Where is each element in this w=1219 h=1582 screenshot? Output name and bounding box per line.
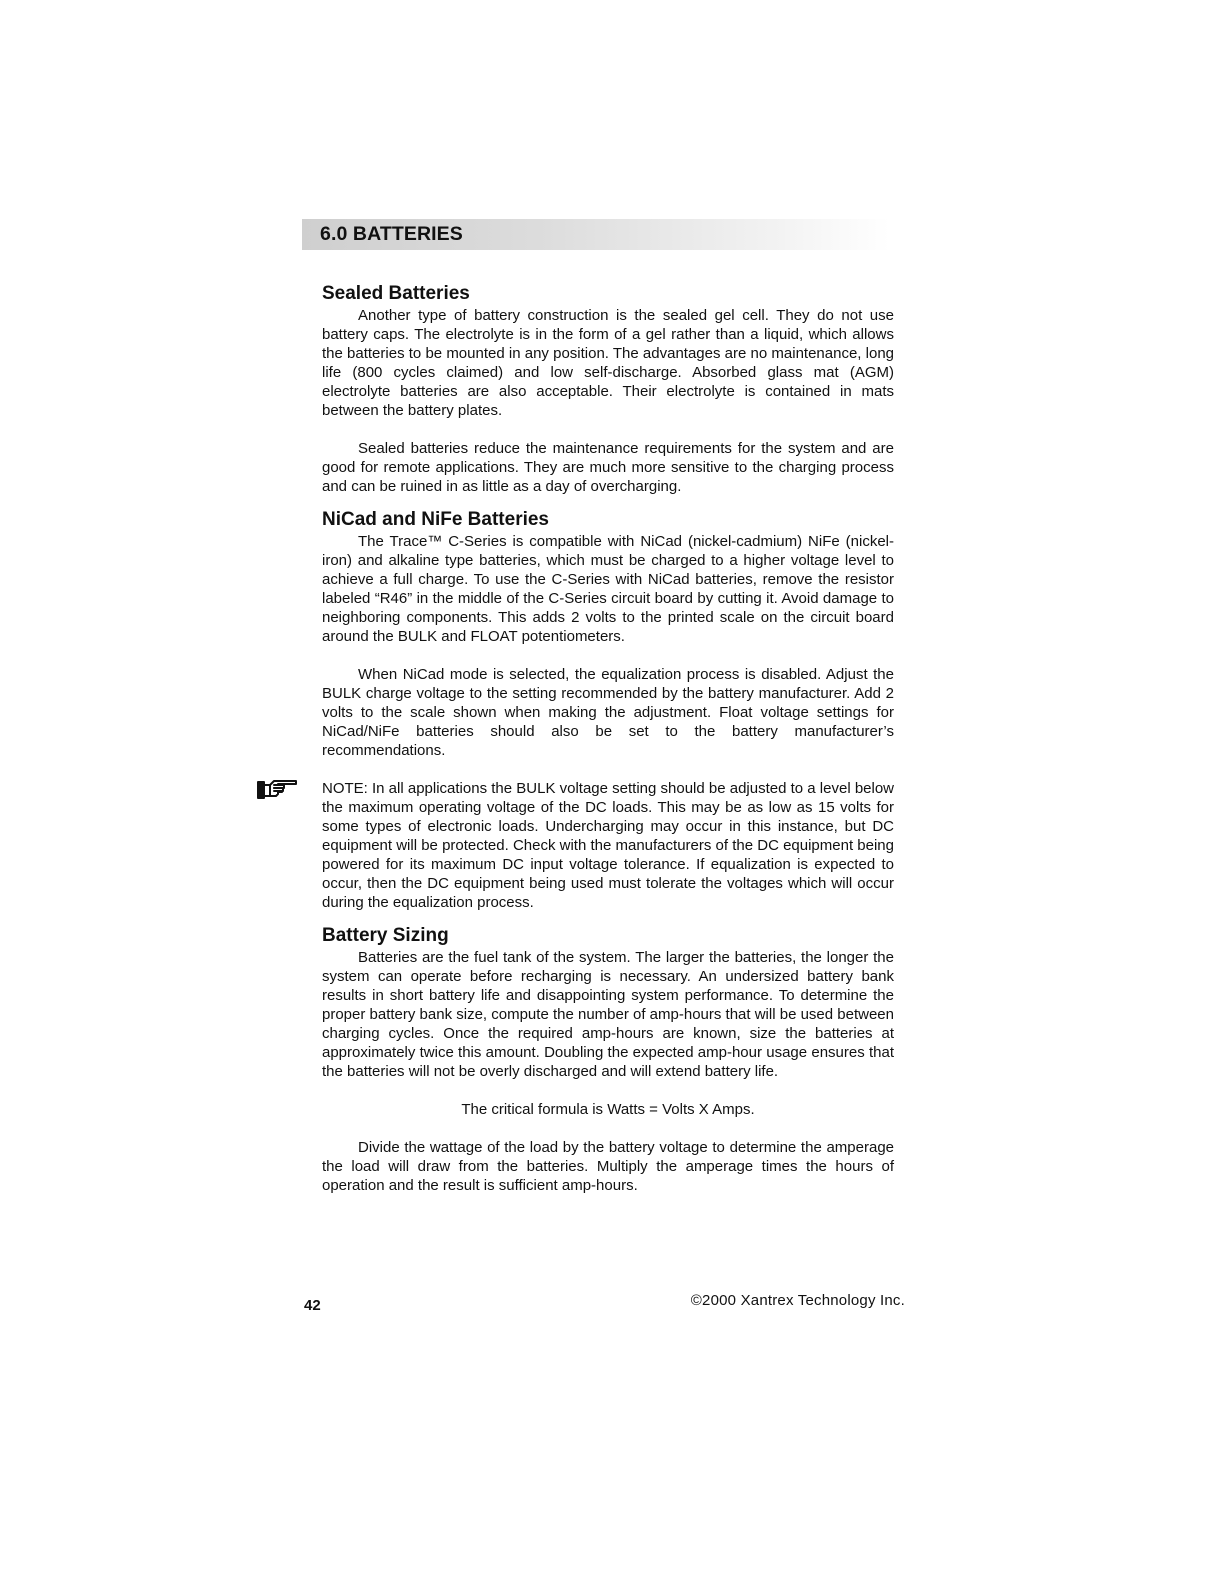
paragraph-nicad-2: When NiCad mode is selected, the equalization process is disabled. Adjust the BULK charge voltage to the setting recommended by the battery manufacturer. Add 2 volts to the scale shown when making the adjustment. Float voltage settings for NiCad/NiFe batteries should also be set to the battery manufacturer’s recommendations. [322,666,894,759]
heading-sealed-batteries: Sealed Batteries [322,283,470,304]
heading-nicad-nife: NiCad and NiFe Batteries [322,509,549,530]
pointing-hand-icon [256,777,300,801]
copyright-notice: ©2000 Xantrex Technology Inc. [690,1292,905,1309]
paragraph-nicad-1: The Trace™ C-Series is compatible with NiCad (nickel-cadmium) NiFe (nickel-iron) and alkaline type batteries, which must be charged to a higher voltage level to achieve a full charge. To use the C-Series with NiCad batteries, remove the resistor labeled “R46” in the middle of the C-Series circuit board by cutting it. Avoid damage to neighboring components. This adds 2 volts to the printed scale on the circuit board around the BULK and FLOAT potentiometers. [322,533,894,645]
formula-line: The critical formula is Watts = Volts X Amps. [461,1101,755,1118]
heading-battery-sizing: Battery Sizing [322,925,449,946]
paragraph-sizing-2: Divide the wattage of the load by the battery voltage to determine the amperage the load will draw from the batteries. Multiply the amperage times the hours of operation and the result is sufficient amp-hours. [322,1139,894,1194]
page-number: 42 [304,1297,321,1314]
paragraph-sealed-2: Sealed batteries reduce the maintenance requirements for the system and are good for remote applications. They are much more sensitive to the charging process and can be ruined in as little as a day of overcharging. [322,440,894,495]
paragraph-note: NOTE: In all applications the BULK voltage setting should be adjusted to a level below the maximum operating voltage of the DC loads. This may be as low as 15 volts for some types of electronic loads. Undercharging may occur in this instance, but DC equipment will be protected. Check with the manufacturers of the DC equipment being powered for its maximum DC input voltage tolerance. If equalization is expected to occur, then the DC equipment being used must tolerate the voltages which will occur during the equalization process. [322,780,895,911]
section-header-bar [302,219,890,250]
paragraph-sizing-1: Batteries are the fuel tank of the system. The larger the batteries, the longer the system can operate before recharging is necessary. An undersized battery bank results in short battery life and disappointing system performance. To determine the proper battery bank size, compute the number of amp-hours that will be used between charging cycles. Once the required amp-hours are known, size the batteries at approximately twice this amount. Doubling the expected amp-hour usage ensures that the batteries will not be overly discharged and will extend battery life. [322,949,894,1080]
section-title: 6.0 BATTERIES [320,223,463,245]
paragraph-sealed-1: Another type of battery construction is the sealed gel cell. They do not use battery caps. The electrolyte is in the form of a gel rather than a liquid, which allows the batteries to be mounted in any position. The advantages are no maintenance, long life (800 cycles claimed) and low self-discharge. Absorbed glass mat (AGM) electrolyte batteries are also acceptable. Their electrolyte is contained in mats between the battery plates. [322,307,894,419]
page-content [322,282,894,1195]
note-block [322,779,894,912]
